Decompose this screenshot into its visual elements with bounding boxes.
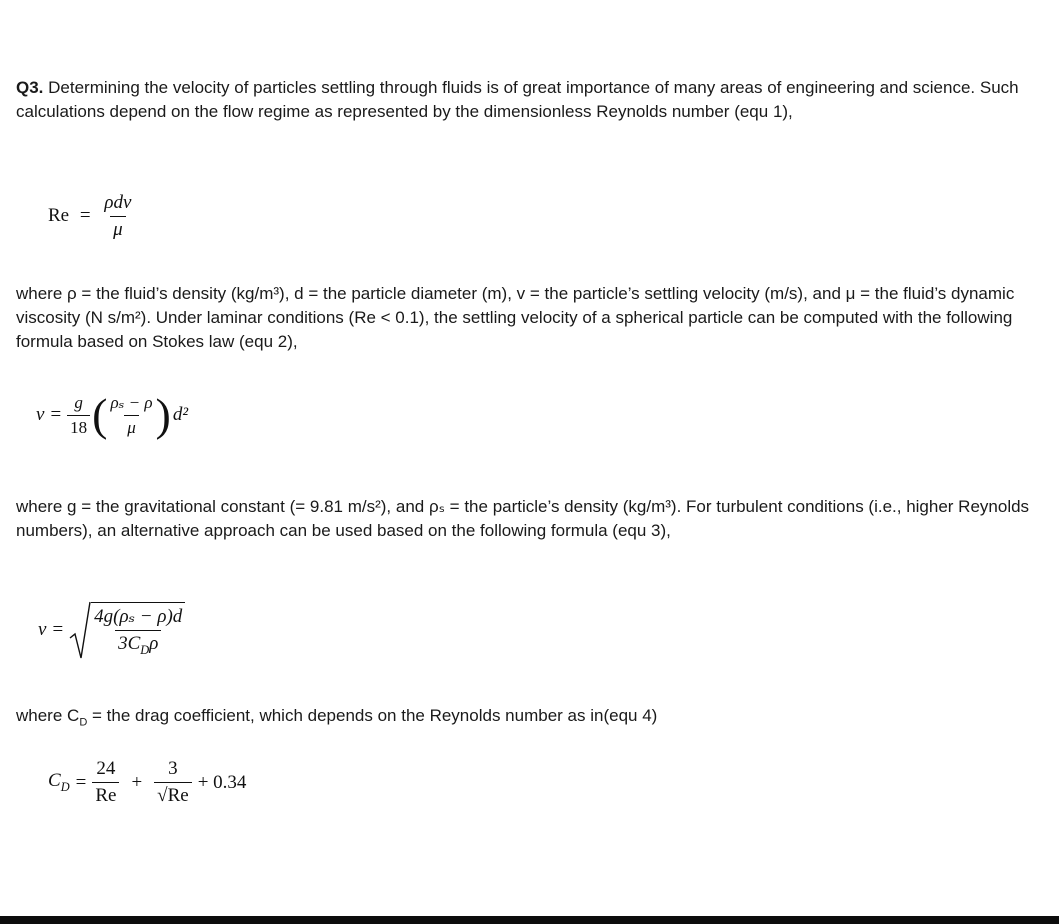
eq4-tail: + 0.34 [197,771,247,793]
eq2-lhs: v [36,404,45,425]
eq4-term2-numerator: 3 [168,758,178,779]
equation-2 [36,389,189,440]
eq1-lhs: Re [48,204,70,226]
paragraph-2: where ρ = the fluid’s density (kg/m³), d = the particle diameter (m), v = the particle’s settling velocity (m/s), and μ = the fluid’s dynamic viscosity (N s/m²). Under laminar conditions (Re < 0.1), the settling velocity of a spherical particle can be computed with the following formula based on Stokes law (equ 2), [16,284,1015,351]
eq2-inner-numerator: ρₛ − ρ [110,392,153,412]
eq3-fraction [91,602,185,658]
eq2-coef-denominator: 18 [67,415,90,438]
eq3-numerator: 4g(ρₛ − ρ)d [94,606,183,628]
eq4-term1-numerator: 24 [96,758,116,779]
equation-4 [48,758,246,807]
eq1-fraction [101,192,134,241]
eq2-inner-denominator: μ [124,415,139,438]
eq2-inner-fraction [107,393,155,438]
intro-text: Determining the velocity of particles settling through fluids is of great importance of many areas of engineering and science. Such calculations depend on the flow regime as represented by the dimensionless Reynolds number (equ 1), [16,78,1019,121]
eq4-lhs: $C_D$ [48,770,70,794]
eq2-right-paren: ) [155,389,171,440]
paragraph-4: where $C_D$ = the drag coefficient, which depends on the Reynolds number as in(equ 4) [16,706,658,729]
eq2-tail: d² [172,404,189,425]
question-label: Q3. [16,78,44,97]
paragraph-3: where g = the gravitational constant (= 9.81 m/s²), and ρₛ = the particle’s density (kg/m³). For turbulent conditions (i.e., higher Reynolds numbers), an alternative approach can be used based on the following formula (equ 3), [16,497,1030,540]
eq4-term2-denominator: √Re [154,782,192,807]
equation-1 [48,192,134,241]
eq1-equals: = [79,204,91,226]
equation-3 [38,600,185,660]
sqrt-radical-icon [69,600,91,660]
eq4-term1 [92,758,119,807]
intro-paragraph [16,76,1046,124]
eq3-equals: = [52,619,64,640]
bottom-border [0,916,1059,924]
eq2-coef-numerator: g [74,392,83,412]
eq1-denominator: μ [110,216,126,241]
eq4-term1-denominator: Re [92,782,119,807]
eq1-numerator: ρdv [104,192,132,213]
eq4-term2 [154,758,192,807]
eq3-denominator: $3C_D\rho$ [115,630,161,658]
eq4-equals: = [75,771,87,793]
eq2-equals: = [50,404,62,425]
eq2-coefficient [67,393,90,438]
eq4-plus: + [131,771,143,793]
eq3-lhs: v [38,619,47,640]
eq2-left-paren: ( [92,389,108,440]
